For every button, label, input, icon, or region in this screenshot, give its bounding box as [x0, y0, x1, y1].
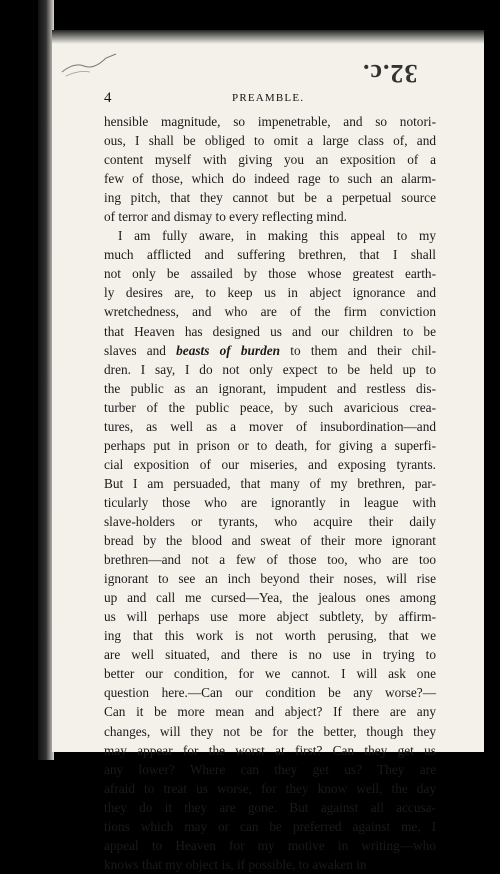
text-line: ly desires are, to keep us in abject ignorance and [104, 285, 436, 301]
text-line: ticularly those who are ignorantly in league with [104, 494, 436, 510]
text-line: knows that my object is, if possible, to awaken in [104, 856, 367, 872]
running-head-title: PREAMBLE. [232, 92, 305, 104]
text-line: not only be assailed by those whose greatest earth- [104, 266, 436, 282]
text-line: much afflicted and suffering brethren, that I shall [104, 247, 436, 263]
text-line: are well situated, and there is no use in trying to [104, 647, 436, 663]
text-line: turber of the public peace, by such avaricious crea- [104, 399, 436, 415]
text-segment: slaves and [104, 342, 177, 358]
text-segment: to them and their chil- [280, 342, 437, 358]
text-line: tures, as well as a mover of insubordination—and [104, 418, 436, 434]
text-line: dren. I say, I do not only expect to be held up to [104, 361, 436, 377]
running-head [104, 90, 438, 108]
text-line: may appear for the worst at first? Can they get us [104, 742, 436, 758]
text-line: brethren—and not a few of those too, who are too [104, 552, 436, 568]
text-line: perhaps put in prison or to death, for giving a superfi- [104, 437, 436, 453]
text-line: ing that this work is not worth perusing, that we [104, 628, 436, 644]
text-line: us will perhaps use more abject subtlety, by affirm- [104, 609, 436, 625]
text-line: content myself with giving you an exposition of a [104, 152, 436, 168]
emphasized-phrase: beasts of burden [176, 342, 281, 358]
text-line: hensible magnitude, so impenetrable, and so notori- [104, 114, 436, 129]
text-line: I am fully aware, in making this appeal to my [118, 228, 436, 244]
text-line: slave-holders or tyrants, who acquire their daily [104, 513, 436, 529]
text-line: ing pitch, that they cannot but be a perpetual source [104, 190, 436, 206]
text-line: of terror and dismay to every reflecting mind. [104, 209, 347, 225]
text-line: up and call me cursed—Yea, the jealous ones among [104, 590, 436, 606]
text-line: ignorant to see an inch beyond their noses, will rise [104, 571, 436, 587]
page-number: 4 [104, 90, 112, 106]
text-line: that Heaven has designed us and our children to be [104, 323, 436, 339]
text-line: any lower? Where can they get us? They are [104, 761, 436, 777]
text-line: ous, I shall be obliged to omit a large class of, and [104, 133, 436, 149]
text-line: they do it they are gone. But against all accusa- [104, 799, 436, 815]
text-line: changes, will they not be for the better, though they [104, 723, 436, 739]
page-top-shadow [52, 30, 486, 44]
pencil-mark-icon [60, 52, 118, 78]
scan-border [484, 0, 500, 760]
text-line: cial exposition of our miseries, and exposing tyrants. [104, 456, 436, 472]
text-line: afraid to treat us worse, for they know well, the day [104, 780, 436, 796]
text-line: the public as an ignorant, impudent and restless dis- [104, 380, 436, 396]
text-line: But I am persuaded, that many of my brethren, par- [104, 475, 436, 491]
library-shelf-mark: 32.c. [362, 59, 418, 88]
text-line: question here.—Can our condition be any worse?— [104, 685, 436, 701]
text-line: bread by the blood and sweat of their more ignorant [104, 533, 436, 549]
text-line: wretchedness, and who are of the firm conviction [104, 304, 436, 320]
text-line: better our condition, for we cannot. I will ask one [104, 666, 436, 682]
text-line: Can it be more mean and abject? If there are any [104, 704, 436, 720]
text-line: tions which may or can be preferred against me, I [104, 818, 436, 834]
text-line: few of those, which do indeed rage to such an alarm- [104, 171, 436, 187]
text-line [104, 341, 436, 360]
text-line: appeal to Heaven for my motive in writing—who [104, 837, 436, 853]
